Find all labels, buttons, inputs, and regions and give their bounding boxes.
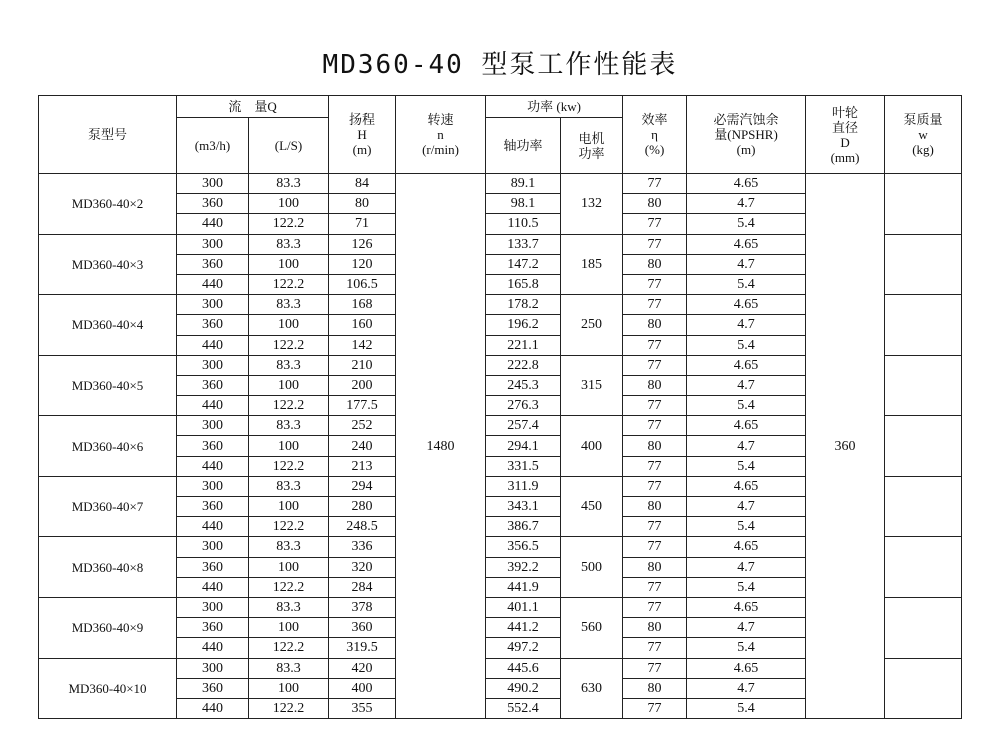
head-cell: 200 <box>329 375 396 395</box>
table-body <box>39 174 962 719</box>
flow-ls-cell: 83.3 <box>249 537 329 557</box>
flow-m3h-cell: 300 <box>177 234 249 254</box>
shaft-power-cell: 441.9 <box>486 577 561 597</box>
pump-mass-cell <box>885 234 962 295</box>
flow-m3h-cell: 440 <box>177 456 249 476</box>
head-cell: 84 <box>329 174 396 194</box>
head-cell: 320 <box>329 557 396 577</box>
npshr-cell: 5.4 <box>687 214 806 234</box>
header-motor-power-2: 功率 <box>578 145 605 161</box>
header-head-symbol: H <box>357 127 367 142</box>
flow-m3h-cell: 440 <box>177 517 249 537</box>
head-cell: 120 <box>329 254 396 274</box>
head-cell: 80 <box>329 194 396 214</box>
efficiency-cell: 77 <box>623 517 687 537</box>
pump-model-cell: MD360-40×3 <box>39 234 177 295</box>
head-cell: 71 <box>329 214 396 234</box>
efficiency-cell: 80 <box>623 557 687 577</box>
flow-m3h-cell: 360 <box>177 678 249 698</box>
head-cell: 420 <box>329 658 396 678</box>
head-cell: 177.5 <box>329 396 396 416</box>
flow-m3h-cell: 440 <box>177 274 249 294</box>
flow-m3h-cell: 300 <box>177 295 249 315</box>
header-npshr <box>687 96 806 174</box>
efficiency-cell: 80 <box>623 618 687 638</box>
header-mass-unit: (kg) <box>912 142 934 157</box>
flow-ls-cell: 122.2 <box>249 638 329 658</box>
npshr-cell: 4.65 <box>687 355 806 375</box>
efficiency-cell: 77 <box>623 214 687 234</box>
flow-m3h-cell: 360 <box>177 315 249 335</box>
head-cell: 294 <box>329 476 396 496</box>
npshr-cell: 4.7 <box>687 194 806 214</box>
flow-m3h-cell: 360 <box>177 254 249 274</box>
shaft-power-cell: 89.1 <box>486 174 561 194</box>
flow-ls-cell: 100 <box>249 497 329 517</box>
npshr-cell: 5.4 <box>687 274 806 294</box>
shaft-power-cell: 445.6 <box>486 658 561 678</box>
efficiency-cell: 80 <box>623 254 687 274</box>
npshr-cell: 4.7 <box>687 254 806 274</box>
flow-m3h-cell: 360 <box>177 557 249 577</box>
head-cell: 213 <box>329 456 396 476</box>
pump-model-cell: MD360-40×4 <box>39 295 177 356</box>
shaft-power-cell: 392.2 <box>486 557 561 577</box>
npshr-cell: 4.7 <box>687 375 806 395</box>
efficiency-cell: 77 <box>623 416 687 436</box>
shaft-power-cell: 343.1 <box>486 497 561 517</box>
flow-ls-cell: 122.2 <box>249 456 329 476</box>
npshr-cell: 4.7 <box>687 618 806 638</box>
header-impeller-label-2: 直径 <box>832 119 859 135</box>
shaft-power-cell: 245.3 <box>486 375 561 395</box>
header-efficiency <box>623 96 687 174</box>
header-speed-symbol: n <box>437 127 444 142</box>
efficiency-cell: 77 <box>623 658 687 678</box>
header-speed <box>396 96 486 174</box>
flow-ls-cell: 83.3 <box>249 658 329 678</box>
performance-table <box>38 95 962 719</box>
shaft-power-cell: 311.9 <box>486 476 561 496</box>
motor-power-cell: 450 <box>561 476 623 537</box>
head-cell: 280 <box>329 497 396 517</box>
pump-model-cell: MD360-40×10 <box>39 658 177 719</box>
efficiency-cell: 77 <box>623 638 687 658</box>
npshr-cell: 4.65 <box>687 416 806 436</box>
header-head-unit: (m) <box>352 142 372 157</box>
flow-m3h-cell: 300 <box>177 355 249 375</box>
efficiency-cell: 77 <box>623 355 687 375</box>
head-cell: 378 <box>329 597 396 617</box>
flow-ls-cell: 122.2 <box>249 577 329 597</box>
efficiency-cell: 77 <box>623 597 687 617</box>
pump-mass-cell <box>885 174 962 235</box>
header-impeller-unit: (mm) <box>830 149 860 165</box>
shaft-power-cell: 401.1 <box>486 597 561 617</box>
flow-ls-cell: 83.3 <box>249 597 329 617</box>
motor-power-cell: 315 <box>561 355 623 416</box>
flow-ls-cell: 100 <box>249 375 329 395</box>
head-cell: 126 <box>329 234 396 254</box>
shaft-power-cell: 196.2 <box>486 315 561 335</box>
pump-mass-cell <box>885 476 962 537</box>
header-head-label: 扬程 <box>349 112 376 127</box>
head-cell: 160 <box>329 315 396 335</box>
head-cell: 248.5 <box>329 517 396 537</box>
shaft-power-cell: 98.1 <box>486 194 561 214</box>
flow-m3h-cell: 440 <box>177 335 249 355</box>
efficiency-cell: 80 <box>623 678 687 698</box>
header-flow-ls: (L/S) <box>249 118 329 174</box>
pump-model-cell: MD360-40×2 <box>39 174 177 235</box>
head-cell: 210 <box>329 355 396 375</box>
shaft-power-cell: 497.2 <box>486 638 561 658</box>
flow-ls-cell: 100 <box>249 678 329 698</box>
pump-mass-cell <box>885 658 962 719</box>
npshr-cell: 4.65 <box>687 537 806 557</box>
head-cell: 355 <box>329 698 396 718</box>
flow-m3h-cell: 300 <box>177 537 249 557</box>
shaft-power-cell: 490.2 <box>486 678 561 698</box>
flow-ls-cell: 83.3 <box>249 174 329 194</box>
head-cell: 142 <box>329 335 396 355</box>
shaft-power-cell: 294.1 <box>486 436 561 456</box>
shaft-power-cell: 221.1 <box>486 335 561 355</box>
npshr-cell: 4.65 <box>687 234 806 254</box>
flow-m3h-cell: 300 <box>177 174 249 194</box>
flow-ls-cell: 83.3 <box>249 234 329 254</box>
motor-power-cell: 132 <box>561 174 623 235</box>
flow-m3h-cell: 440 <box>177 698 249 718</box>
shaft-power-cell: 110.5 <box>486 214 561 234</box>
shaft-power-cell: 257.4 <box>486 416 561 436</box>
header-impeller-symbol: D <box>840 134 850 150</box>
flow-m3h-cell: 300 <box>177 476 249 496</box>
motor-power-cell: 500 <box>561 537 623 598</box>
efficiency-cell: 77 <box>623 335 687 355</box>
flow-ls-cell: 122.2 <box>249 214 329 234</box>
flow-ls-cell: 100 <box>249 618 329 638</box>
impeller-diameter-cell: 360 <box>806 174 885 719</box>
head-cell: 284 <box>329 577 396 597</box>
flow-ls-cell: 122.2 <box>249 396 329 416</box>
flow-ls-cell: 100 <box>249 315 329 335</box>
speed-cell: 1480 <box>396 174 486 719</box>
pump-mass-cell <box>885 416 962 477</box>
npshr-cell: 5.4 <box>687 456 806 476</box>
motor-power-cell: 250 <box>561 295 623 356</box>
header-mass-symbol: w <box>918 127 928 142</box>
shaft-power-cell: 178.2 <box>486 295 561 315</box>
header-pump-mass <box>885 96 962 174</box>
head-cell: 336 <box>329 537 396 557</box>
npshr-cell: 4.65 <box>687 597 806 617</box>
header-motor-power-1: 电机 <box>578 130 605 146</box>
flow-ls-cell: 122.2 <box>249 335 329 355</box>
efficiency-cell: 77 <box>623 577 687 597</box>
shaft-power-cell: 276.3 <box>486 396 561 416</box>
header-efficiency-unit: (%) <box>644 142 665 157</box>
shaft-power-cell: 386.7 <box>486 517 561 537</box>
efficiency-cell: 77 <box>623 174 687 194</box>
pump-model-cell: MD360-40×6 <box>39 416 177 477</box>
header-power: 功率 (kw) <box>486 96 623 118</box>
efficiency-cell: 80 <box>623 375 687 395</box>
npshr-cell: 5.4 <box>687 698 806 718</box>
pump-mass-cell <box>885 537 962 598</box>
flow-ls-cell: 100 <box>249 254 329 274</box>
motor-power-cell: 185 <box>561 234 623 295</box>
pump-model-cell: MD360-40×5 <box>39 355 177 416</box>
flow-m3h-cell: 360 <box>177 436 249 456</box>
shaft-power-cell: 147.2 <box>486 254 561 274</box>
npshr-cell: 4.7 <box>687 497 806 517</box>
head-cell: 360 <box>329 618 396 638</box>
npshr-cell: 4.7 <box>687 315 806 335</box>
flow-m3h-cell: 300 <box>177 658 249 678</box>
npshr-cell: 5.4 <box>687 396 806 416</box>
efficiency-cell: 77 <box>623 396 687 416</box>
efficiency-cell: 77 <box>623 234 687 254</box>
header-npshr-label-1: 必需汽蚀余 <box>713 112 779 127</box>
efficiency-cell: 77 <box>623 537 687 557</box>
efficiency-cell: 80 <box>623 436 687 456</box>
shaft-power-cell: 356.5 <box>486 537 561 557</box>
flow-ls-cell: 83.3 <box>249 295 329 315</box>
efficiency-cell: 77 <box>623 476 687 496</box>
npshr-cell: 4.65 <box>687 174 806 194</box>
header-shaft-power: 轴功率 <box>486 118 561 174</box>
shaft-power-cell: 165.8 <box>486 274 561 294</box>
npshr-cell: 5.4 <box>687 577 806 597</box>
flow-m3h-cell: 440 <box>177 638 249 658</box>
head-cell: 240 <box>329 436 396 456</box>
flow-ls-cell: 100 <box>249 436 329 456</box>
header-impeller-label-1: 叶轮 <box>832 104 859 120</box>
header-efficiency-label: 效率 <box>641 112 668 127</box>
motor-power-cell: 560 <box>561 597 623 658</box>
flow-m3h-cell: 360 <box>177 497 249 517</box>
header-flow-m3h: (m3/h) <box>177 118 249 174</box>
flow-m3h-cell: 360 <box>177 618 249 638</box>
flow-m3h-cell: 300 <box>177 597 249 617</box>
efficiency-cell: 77 <box>623 698 687 718</box>
pump-mass-cell <box>885 355 962 416</box>
head-cell: 400 <box>329 678 396 698</box>
npshr-cell: 5.4 <box>687 638 806 658</box>
shaft-power-cell: 133.7 <box>486 234 561 254</box>
efficiency-cell: 77 <box>623 274 687 294</box>
flow-m3h-cell: 360 <box>177 194 249 214</box>
npshr-cell: 4.65 <box>687 295 806 315</box>
pump-model-cell: MD360-40×7 <box>39 476 177 537</box>
header-mass-label: 泵质量 <box>903 112 943 127</box>
head-cell: 319.5 <box>329 638 396 658</box>
npshr-cell: 4.65 <box>687 658 806 678</box>
header-npshr-label-2: 量(NPSHR) <box>714 127 778 142</box>
efficiency-cell: 77 <box>623 295 687 315</box>
pump-mass-cell <box>885 597 962 658</box>
flow-m3h-cell: 440 <box>177 396 249 416</box>
head-cell: 168 <box>329 295 396 315</box>
efficiency-cell: 80 <box>623 194 687 214</box>
flow-ls-cell: 83.3 <box>249 416 329 436</box>
npshr-cell: 4.7 <box>687 678 806 698</box>
table-row <box>39 174 962 194</box>
header-npshr-unit: (m) <box>736 142 756 157</box>
motor-power-cell: 400 <box>561 416 623 477</box>
head-cell: 252 <box>329 416 396 436</box>
head-cell: 106.5 <box>329 274 396 294</box>
efficiency-cell: 77 <box>623 456 687 476</box>
pump-mass-cell <box>885 295 962 356</box>
npshr-cell: 4.7 <box>687 436 806 456</box>
pump-model-cell: MD360-40×8 <box>39 537 177 598</box>
flow-ls-cell: 100 <box>249 557 329 577</box>
motor-power-cell: 630 <box>561 658 623 719</box>
header-impeller-diameter <box>806 96 885 174</box>
flow-ls-cell: 122.2 <box>249 698 329 718</box>
npshr-cell: 4.65 <box>687 476 806 496</box>
shaft-power-cell: 441.2 <box>486 618 561 638</box>
npshr-cell: 4.7 <box>687 557 806 577</box>
flow-ls-cell: 83.3 <box>249 476 329 496</box>
pump-model-cell: MD360-40×9 <box>39 597 177 658</box>
shaft-power-cell: 552.4 <box>486 698 561 718</box>
flow-m3h-cell: 360 <box>177 375 249 395</box>
header-pump-model: 泵型号 <box>39 96 177 174</box>
header-flow: 流 量Q <box>177 96 329 118</box>
efficiency-cell: 80 <box>623 497 687 517</box>
header-motor-power <box>561 118 623 174</box>
npshr-cell: 5.4 <box>687 517 806 537</box>
npshr-cell: 5.4 <box>687 335 806 355</box>
shaft-power-cell: 331.5 <box>486 456 561 476</box>
page-title: MD360-40 型泵工作性能表 <box>322 50 678 80</box>
flow-ls-cell: 122.2 <box>249 517 329 537</box>
header-speed-label: 转速 <box>427 112 454 127</box>
shaft-power-cell: 222.8 <box>486 355 561 375</box>
header-speed-unit: (r/min) <box>422 142 459 157</box>
flow-m3h-cell: 300 <box>177 416 249 436</box>
flow-m3h-cell: 440 <box>177 577 249 597</box>
header-efficiency-symbol: η <box>651 127 658 142</box>
flow-ls-cell: 122.2 <box>249 274 329 294</box>
flow-ls-cell: 100 <box>249 194 329 214</box>
flow-ls-cell: 83.3 <box>249 355 329 375</box>
efficiency-cell: 80 <box>623 315 687 335</box>
flow-m3h-cell: 440 <box>177 214 249 234</box>
header-head <box>329 96 396 174</box>
